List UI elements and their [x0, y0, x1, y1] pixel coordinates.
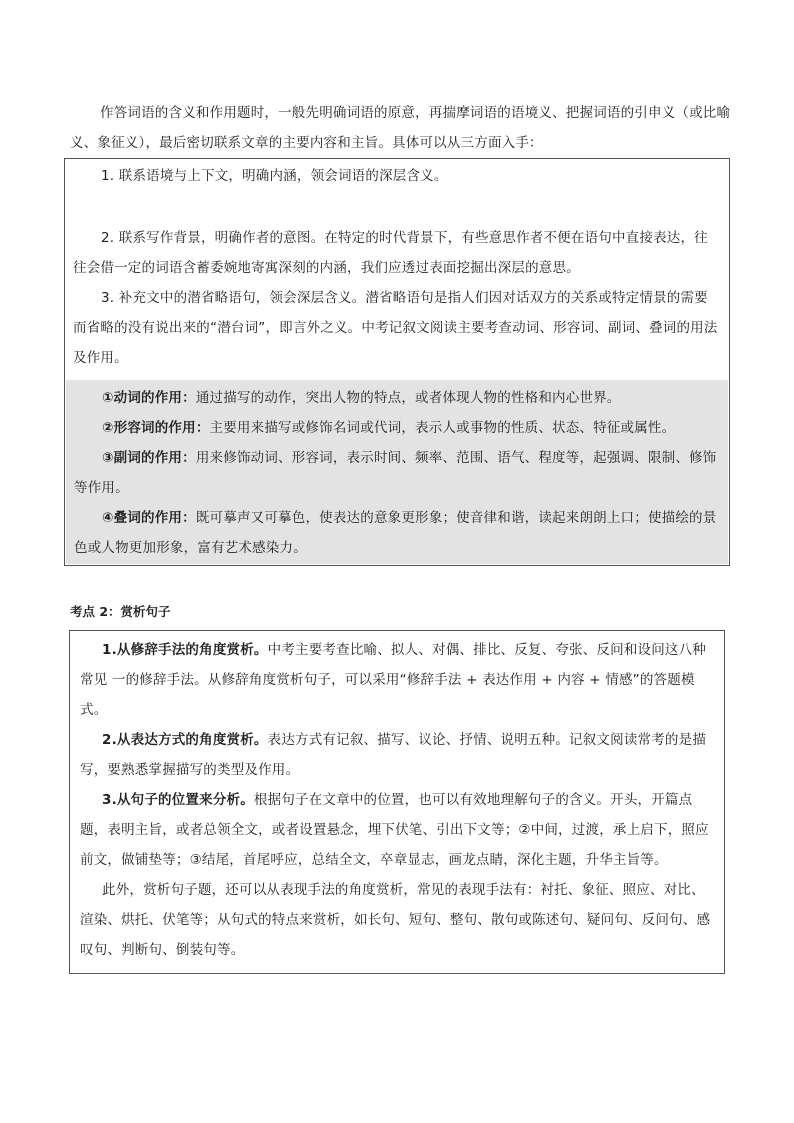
analysis-item-3-text: 根据句子在文章中的位置，也可以有效地理解句子的含义。开头，开篇点 题，表明主旨，或者总领全文，或者设置悬念，埋下伏笔、引出下文等；②中间，过渡，承上启下，照应前文，做铺垫等；③结尾，首尾呼应，总结全文，卒章显志，画龙点睛，深化主题，升华主旨等。	[80, 792, 709, 868]
analysis-item-2-label: 2.从表达方式的角度赏析。	[102, 732, 268, 748]
sentence-analysis-box	[69, 630, 725, 974]
analysis-item-1-text: 中考主要考查比喻、拟人、对偶、排比、反复、夸张、反问和设问这八种常见 一的修辞手法。从修辞角度赏析句子，可以采用“修辞手法 + 表达作用 + 内容 + 情感”的答题模式。	[80, 642, 707, 718]
adverb-function-item	[74, 443, 718, 503]
analysis-item-1	[80, 635, 714, 725]
intro-section	[70, 98, 732, 158]
verb-function-label: ①动词的作用：	[102, 390, 196, 406]
analysis-extra-paragraph: 此外，赏析句子题，还可以从表现手法的角度赏析，常见的表现手法有：衬托、象征、照应、对比、渲染、烘托、伏笔等；从句式的特点来赏析，如长句、短句、整句、散句或陈述句、疑问句、反问句、感叹句、判断句、倒装句等。	[80, 882, 711, 958]
reduplicated-word-function-text: 既可摹声又可摹色，使表达的意象更形象；使音律和谐，读起来朗朗上口；使描绘的景色或人物更加形象，富有艺术感染力。	[74, 510, 717, 556]
verb-function-item	[74, 383, 718, 413]
word-meaning-box	[64, 158, 730, 566]
word-function-shaded-block	[66, 380, 728, 564]
analysis-item-2-text: 表达方式有记叙、描写、议论、抒情、说明五种。记叙文阅读常考的是描写，要熟悉掌握描写的类型及作用。	[80, 732, 707, 778]
reduplicated-word-function-label: ④叠词的作用：	[102, 510, 196, 526]
intro-paragraph: 作答词语的含义和作用题时，一般先明确词语的原意，再揣摩词语的语境义、把握词语的引申义（或比喻义、象征义），最后密切联系文章的主要内容和主旨。具体可以从三方面入手：	[70, 105, 731, 151]
adjective-function-item	[74, 413, 718, 443]
adjective-function-text: 主要用来描写或修饰名词或代词，表示人或事物的性质、状态、特征或属性。	[209, 420, 676, 436]
method-item-1: 1. 联系语境与上下文，明确内涵，领会词语的深层含义。	[101, 168, 448, 184]
adverb-function-label: ③副词的作用：	[102, 450, 196, 466]
analysis-item-1-label: 1.从修辞手法的角度赏析。	[102, 642, 268, 658]
adjective-function-label: ②形容词的作用：	[102, 420, 210, 436]
section-heading: 考点 2：赏析句子	[70, 604, 171, 619]
word-meaning-methods	[65, 159, 729, 373]
analysis-item-3-label: 3.从句子的位置来分析。	[102, 792, 254, 808]
method-item-3: 3. 补充文中的潜省略语句，领会深层含义。潜省略语句是指人们因对话双方的关系或特定情景的需要而省略的没有说出来的“潜台词”，即言外之义。中考记叙文阅读主要考查动词、形容词、副词、叠词的用法及作用。	[73, 290, 718, 366]
blank-gap	[73, 191, 719, 223]
analysis-item-2	[80, 725, 714, 785]
adverb-function-text: 用来修饰动词、形容词，表示时间、频率、范围、语气、程度等，起强调、限制、修饰等作用。	[74, 450, 717, 496]
method-item-2: 2. 联系写作背景，明确作者的意图。在特定的时代背景下，有些意思作者不便在语句中直接表达，往往会借一定的词语含蓄委婉地寄寓深刻的内涵，我们应透过表面挖掘出深层的意思。	[73, 230, 708, 276]
verb-function-text: 通过描写的动作，突出人物的特点，或者体现人物的性格和内心世界。	[195, 390, 621, 406]
reduplicated-word-function-item	[74, 503, 718, 563]
analysis-item-3	[80, 785, 714, 875]
